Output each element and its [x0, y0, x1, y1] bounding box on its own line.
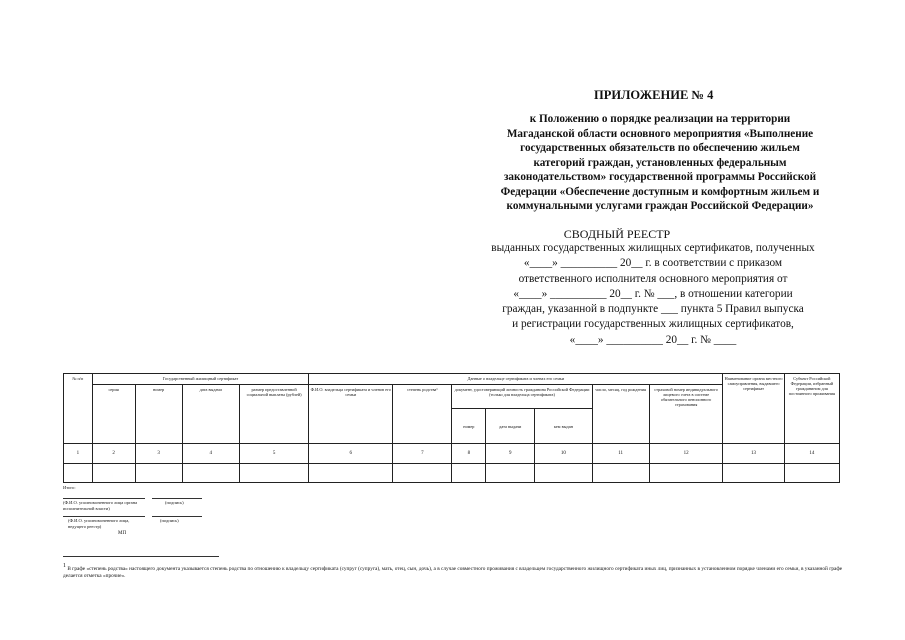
- empty-cell: [649, 464, 723, 483]
- appendix-line: коммунальными услугами граждан Российской Федерации»: [506, 200, 814, 212]
- column-number: 8: [452, 444, 486, 464]
- appendix-line: законодательством» государственной программы Российской: [503, 171, 817, 183]
- column-number: 3: [135, 444, 182, 464]
- registry-line: ответственного исполнителя основного мероприятия от: [518, 272, 788, 285]
- column-number: 5: [239, 444, 309, 464]
- appendix-line: к Положению о порядке реализации на территории: [529, 113, 791, 125]
- header-authority: Наименование органа местного самоуправления, выдавшего сертификат: [723, 374, 784, 444]
- empty-cell: [535, 464, 592, 483]
- total-label: Итого:: [63, 485, 76, 490]
- header-relation: степень родства¹: [393, 385, 452, 444]
- header-snils: страховой номер индивидуального лицевого счета в системе обязательного пенсионного страхования: [649, 385, 723, 444]
- registry-title: СВОДНЫЙ РЕЕСТР: [563, 227, 671, 241]
- responsible-fio-caption: (Ф.И.О. уполномоченного лица, ведущего реестр): [68, 518, 130, 529]
- head-fio-caption: (Ф.И.О. уполномоченного лица органа исполнительной власти): [63, 500, 138, 511]
- column-number: 13: [723, 444, 784, 464]
- appendix-title: ПРИЛОЖЕНИЕ № 4: [594, 88, 714, 102]
- empty-cell: [182, 464, 239, 483]
- registry-line: граждан, указанной в подпункте ___ пункта 5 Правил выпуска: [502, 303, 804, 316]
- footnote-divider: [63, 556, 219, 557]
- registry-line: «____» __________ 20__ г. в соответствии с приказом: [523, 257, 783, 270]
- column-number: 12: [649, 444, 723, 464]
- column-number: 7: [393, 444, 452, 464]
- empty-cell: [592, 464, 649, 483]
- column-number: 10: [535, 444, 592, 464]
- column-number: 9: [486, 444, 535, 464]
- appendix-line: категорий граждан, установленных федеральным: [533, 156, 787, 169]
- empty-cell: [784, 464, 839, 483]
- header-owner-data: Данные о владельце сертификата и членах его семьи: [309, 374, 723, 385]
- column-number: 4: [182, 444, 239, 464]
- appendix-line: Магаданской области основного мероприятия «Выполнение: [506, 127, 814, 140]
- head-signature-caption: (подпись): [165, 500, 184, 505]
- empty-cell: [309, 464, 393, 483]
- footnote-text: В графе «степень родства» настоящего документа указывается степень родства по отношению к владельцу сертификата (супруг (супруга), мать, отец, сын, дочь), а в случае совместного проживания с владельцем государственного жилищного сертификата иных лиц, признанных в установленном порядке членами его семьи, в указанной графе делается отметка «прочие».: [63, 565, 843, 580]
- column-number: 1: [64, 444, 93, 464]
- column-number: 11: [592, 444, 649, 464]
- empty-cell: [135, 464, 182, 483]
- header-fio: Ф.И.О. владельца сертификата и членов его семьи: [309, 385, 393, 444]
- empty-cell: [92, 464, 135, 483]
- header-subject: Субъект Российской Федерации, избранный гражданином для постоянного проживания: [784, 374, 839, 444]
- registry-line: выданных государственных жилищных сертификатов, полученных: [491, 242, 815, 254]
- header-doc-number: номер: [452, 409, 486, 444]
- column-number: 2: [92, 444, 135, 464]
- empty-cell: [486, 464, 535, 483]
- signature-line: [63, 516, 145, 517]
- header-amount: размер предоставленной социальной выплаты (рублей): [239, 385, 309, 444]
- registry-line: и регистрации государственных жилищных сертификатов,: [512, 318, 794, 331]
- signature-line: [63, 498, 145, 499]
- responsible-signature-caption: (подпись): [160, 518, 179, 523]
- empty-cell: [64, 464, 93, 483]
- empty-cell: [723, 464, 784, 483]
- header-doc-date: дата выдачи: [486, 409, 535, 444]
- header-doc-issuer: кем выдан: [535, 409, 592, 444]
- empty-cell: [239, 464, 309, 483]
- header-number: номер: [135, 385, 182, 444]
- appendix-line: Федерации «Обеспечение доступным и комфортным жильем и: [500, 185, 820, 198]
- signature-line: [152, 498, 202, 499]
- header-birth-date: число, месяц, год рождения: [592, 385, 649, 444]
- appendix-reference: [462, 112, 858, 214]
- registry-subtitle: [455, 241, 851, 348]
- registry-line: «____» __________ 20__ г. № ____: [569, 333, 737, 346]
- appendix-line: государственных обязательств по обеспечению жильем: [520, 142, 800, 154]
- header-identity-document: документ, удостоверяющий личность гражданина Российской Федерации (только для владельца сертификата): [452, 385, 592, 409]
- header-num: № п/п: [64, 374, 93, 444]
- signature-line: [152, 516, 202, 517]
- column-number: 6: [309, 444, 393, 464]
- column-number: 14: [784, 444, 839, 464]
- header-issue-date: дата выдачи: [182, 385, 239, 444]
- footnote: [63, 563, 843, 581]
- empty-cell: [452, 464, 486, 483]
- footnote-mark: 1: [63, 563, 66, 569]
- header-series: серия: [92, 385, 135, 444]
- stamp-label: МП: [118, 531, 127, 536]
- empty-cell: [393, 464, 452, 483]
- registry-table: [63, 373, 840, 483]
- registry-line: «____» __________ 20__ г. № ___, в отношении категории: [513, 287, 793, 300]
- header-certificate: Государственный жилищный сертификат: [92, 374, 309, 385]
